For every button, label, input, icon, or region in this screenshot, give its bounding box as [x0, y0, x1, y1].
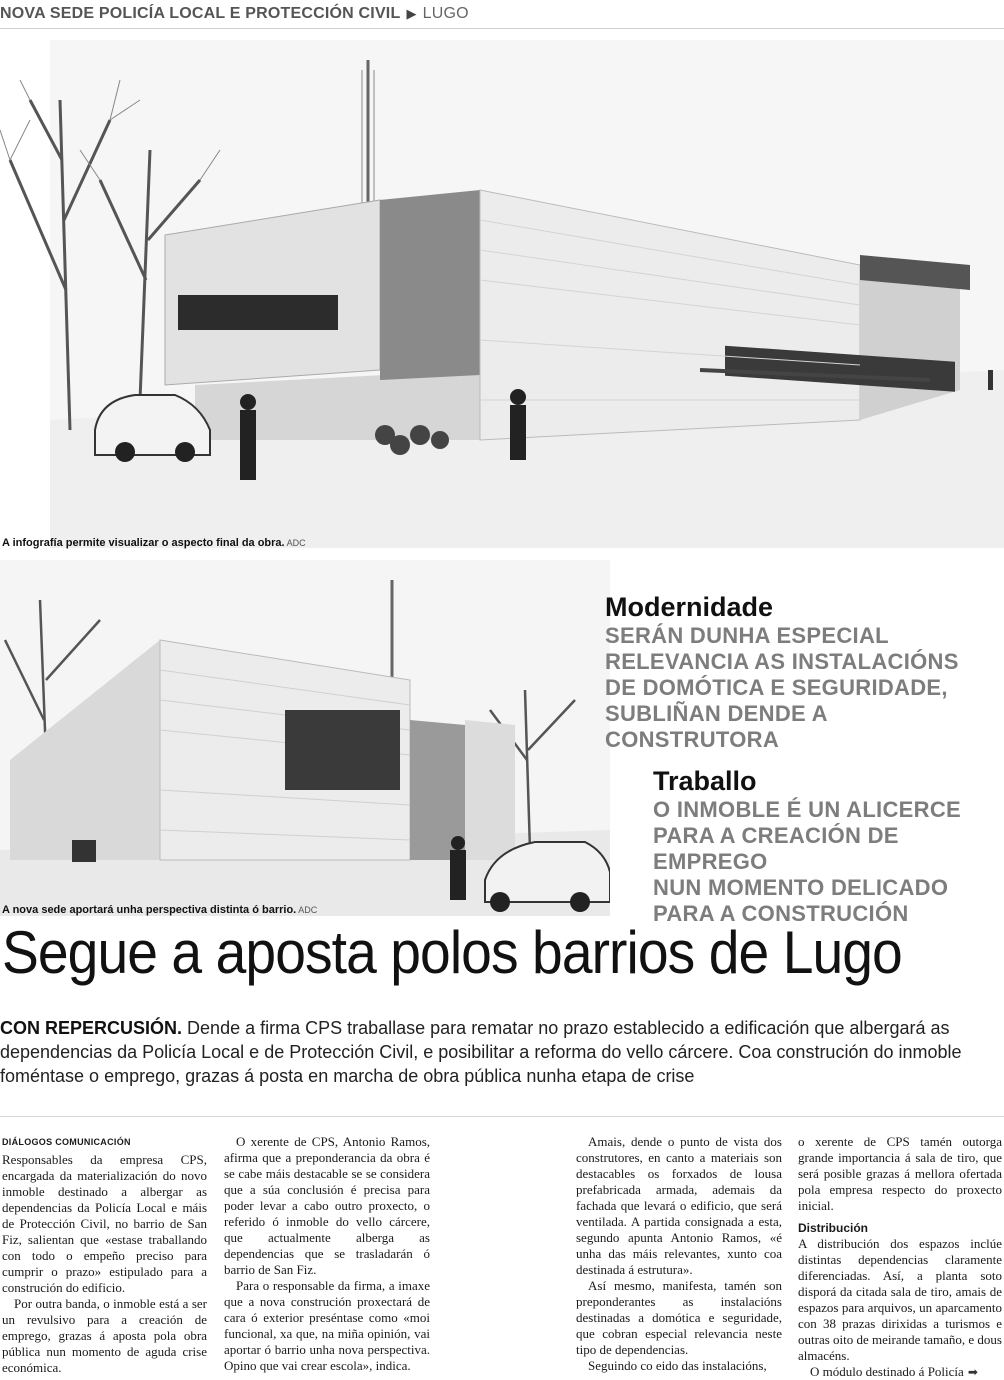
lead-kicker: CON REPERCUSIÓN.	[0, 1018, 183, 1038]
headline: Segue a aposta polos barrios de Lugo	[2, 919, 902, 986]
police-car-icon	[95, 395, 210, 462]
highlight-line: NUN MOMENTO DELICADO	[653, 875, 949, 900]
body-paragraph: Seguindo co eido das instalacións,	[588, 1358, 767, 1373]
body-subhead: Distribución	[798, 1221, 869, 1235]
body-paragraph: Por outra banda, o inmoble está a ser un revulsivo para a creación de emprego, grazas á aposta pola obra pública nun momento de aguda crise económica.	[2, 1296, 207, 1375]
building-rendering-1	[0, 40, 1004, 548]
body-paragraph	[798, 1364, 1002, 1380]
highlight-modernidade	[605, 592, 1000, 753]
highlight-line: PARA A CONSTRUCIÓN	[653, 901, 909, 926]
highlight-line: PARA A CREACIÓN DE EMPREGO	[653, 823, 899, 874]
body-paragraph: O xerente de CPS, Antonio Ramos, afirma que a preponderancia da obra é se cabe máis destacable se se considera que a súa conclusión é precisa para poder levar a cabo outro proxecto, o referido ó inmoble do vello cárcere, que actualmente alberga as dependencias que se trasladarán ó barrio de San Fiz.	[224, 1134, 430, 1277]
highlight-line: DE DOMÓTICA E SEGURIDADE,	[605, 675, 948, 700]
arrow-right-icon: ➡	[967, 1365, 978, 1379]
section-title: NOVA SEDE POLICÍA LOCAL E PROTECCIÓN CIVIL	[0, 5, 401, 22]
highlight-line: RELEVANCIA AS INSTALACIÓNS	[605, 649, 959, 674]
body-column-2	[224, 1134, 430, 1374]
body-paragraph: Amais, dende o punto de vista dos construtores, en canto a materiais son destacables os forxados de lousa prefabricada armada, ademais da fachada que levará o edificio, que será ventilada. A partida consignada a esta, segundo apunta Antonio Ramos, «é unha das máis relevantes, xunto coa destinada á estrutura».	[576, 1134, 782, 1277]
triangle-right-icon: ▶	[406, 6, 417, 21]
body-paragraph: Para o responsable da firma, a imaxe que a nova construción proxectará de cara ó exterior preséntase como «moi funcional, xa que, na miña opinión, vai aportar ó barrio unha nova perspectiva. Opino que vai crear escola», indica.	[224, 1278, 430, 1373]
photo-credit: ADC	[286, 538, 306, 548]
highlight-title: Traballo	[653, 766, 757, 796]
body-column-1	[2, 1134, 207, 1376]
highlight-line: SUBLIÑAN DENDE A CONSTRUTORA	[605, 701, 827, 752]
highlight-line: O INMOBLE É UN ALICERCE	[653, 797, 961, 822]
body-text: O módulo destinado á Policía	[810, 1364, 964, 1379]
body-paragraph: Así mesmo, manifesta, tamén son preponderantes as instalacións destinadas a domótica e seguridade, que cobran especial relevancia neste tipo de dependencias.	[576, 1278, 782, 1357]
divider	[0, 1116, 1004, 1117]
section-header	[0, 0, 1004, 29]
caption-text: A nova sede aportará unha perspectiva distinta ó barrio.	[2, 904, 297, 916]
lead-text: Dende a firma CPS traballase para rematar no prazo establecido a edificación que albergará as dependencias da Policía Local e de Protección Civil, e posibilitar a reforma do vello cárcere. Coa construción do inmoble foméntase o emprego, grazas á posta en marcha de obra pública nunha etapa de crise	[0, 1018, 962, 1086]
body-paragraph: Responsables da empresa CPS, encargada da materialización do novo inmoble destinado a albergar as dependencias da Policía Local e máis de Protección Civil, no barrio de San Fiz, salientan que «estase traballando con todo o empeño preciso para cumprir o prazo» estipulado para a construción do edificio.	[2, 1152, 207, 1295]
byline: DIÁLOGOS COMUNICACIÓN	[2, 1137, 131, 1147]
figure-caption-1	[2, 537, 306, 549]
caption-text: A infografía permite visualizar o aspecto final da obra.	[2, 537, 285, 549]
lead-paragraph	[0, 1016, 1000, 1088]
body-paragraph: A distribución dos espazos inclúe distintas dependencias claramente diferenciadas. Así, a planta soto disporá da citada sala de tiro, amais de espazos para arquivos, un aparcamento con 38 prazas dirixidas a turismos e outras oito de meirande tamaño, e dous almacéns.	[798, 1236, 1002, 1363]
body-column-4	[798, 1134, 1002, 1380]
section-city: LUGO	[422, 5, 469, 22]
highlight-line: SERÁN DUNHA ESPECIAL	[605, 623, 889, 648]
photo-credit: ADC	[298, 905, 318, 915]
body-paragraph: o xerente de CPS tamén outorga grande importancia á sala de tiro, que será posible grazas á mellora ofertada pola empresa respecto do proxecto inicial.	[798, 1134, 1002, 1213]
figure-caption-2	[2, 904, 317, 916]
highlight-body	[605, 623, 1000, 753]
building-rendering-2	[0, 560, 610, 916]
highlight-body	[653, 797, 1001, 927]
highlight-title: Modernidade	[605, 592, 774, 622]
highlight-traballo	[653, 766, 1001, 927]
body-column-3	[576, 1134, 782, 1374]
